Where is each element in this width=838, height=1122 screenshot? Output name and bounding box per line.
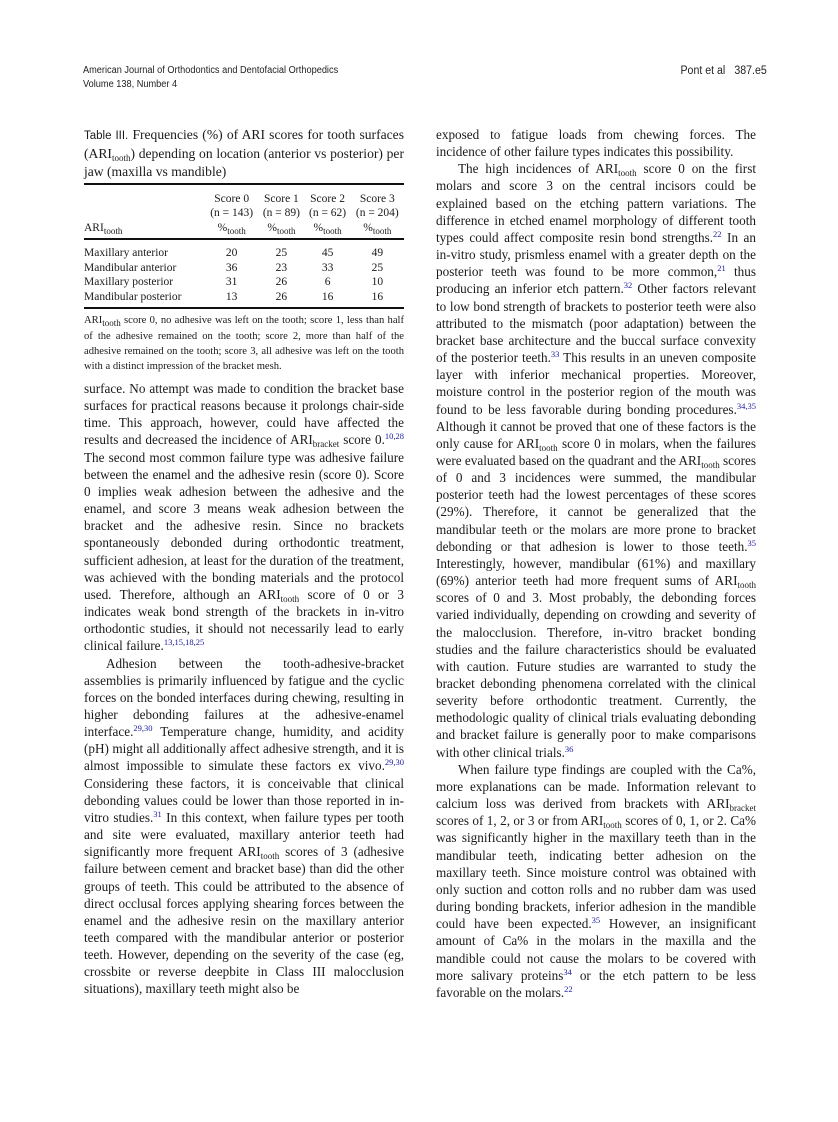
row-header: $ARI_{tooth}$	[84, 221, 205, 240]
col-n-1: (n = 89)	[262, 207, 300, 220]
right-column	[436, 126, 756, 1001]
col-unit-2: $\%_{tooth}$	[304, 221, 350, 240]
journal-title: American Journal of Orthodontics and Dentofacial Orthopedics	[83, 65, 339, 76]
paragraph: surface. No attempt was made to condition the bracket base surfaces for practical reasons because it prolongs chair-side time. This approach, however, could have affected the results and decreased the incidence of $ARI_{bracket}$ score 0.$^{10,28}$ The second most common failure type was adhesive failure between the enamel and the adhesive resin (score 0). Score 0 implies weak adhesion between the adhesive and the enamel, and score 3 means weak adhesion between the bracket and the adhesive resin. Since no brackets spontaneously debonded during orthodontic treatment, sufficient adhesion, at least for the duration of the treatment, was achieved with the bonding materials and the protocol used. Therefore, although an $ARI_{tooth}$ score of 0 or 3 indicates weak bond strength of the brackets in in-vitro orthodontic studies, it should not necessarily lead to early clinical failure.$^{13,15,18,25}$	[84, 381, 404, 654]
paragraph: exposed to fatigue loads from chewing forces. The incidence of other failure types indicates this possibility.	[436, 127, 756, 160]
running-header-left	[83, 64, 338, 92]
running-header-right	[672, 64, 767, 78]
col-unit-1: $\%_{tooth}$	[258, 221, 304, 240]
col-n-2: (n = 62)	[308, 207, 347, 220]
table-footnote: $ARI_{tooth}$ score 0, no adhesive was left on the tooth; score 1, less than half of the adhesive remained on the tooth; score 2, more than half of the adhesive remained on the tooth; score 3, all adhesive was left on the tooth with a distinct impression of the bracket mesh.	[84, 315, 404, 373]
ari-table	[84, 185, 404, 310]
paragraph: The high incidences of $ARI_{tooth}$ score 0 on the first molars and score 3 on the central incisors could be explained based on the etching pattern variations. The difference in etched enamel morphology of different tooth types could affect composite resin bond strengths.$^{22}$ In an in-vitro study, prismless enamel with a greater depth on the posterior teeth was found to be more common,$^{21}$ thus producing an inferior etch pattern.$^{32}$ Other factors relevant to low bond strength of brackets to posterior teeth were also attributed to the mismatch (poor adaptation) between the bracket base architecture and the buccal surface convexity of the posterior teeth.$^{33}$ This results in an uneven composite layer with inferior mechanical properties. Moreover, moisture control in the posterior region of the mouth was found to be less favorable during bonding procedures.$^{34,35}$ Although it cannot be proved that one of these factors is the only cause for $ARI_{tooth}$ score 0 in molars, when the failures were evaluated based on the quadrant and the $ARI_{tooth}$ scores of 0 and 3 incidences were summed, the mandibular posterior teeth had the lowest percentages of these scores (29%). Therefore, it cannot be generalized that the mandibular teeth or the molars are more prone to bracket debonding or that adhesion is lower to those teeth.$^{35}$ Interestingly, however, mandibular (61%) and maxillary (69%) anterior teeth had more frequent sums of $ARI_{tooth}$ scores of 0 and 3. Most probably, the debonding forces varied individually, depending on crowding and severity of the malocclusion. Therefore, in-vitro bracket bonding studies and the failure characteristics should be evaluated with caution. Future studies are warranted to study the bracket debonding phenomena correlated with the clinical severity before orthodontic treatment. Currently, the methodologic quality of clinical trials evaluating debonding and bracket failure is generally poor to make comparisons with other clinical trials.$^{36}$	[436, 161, 757, 760]
col-header-score-1: Score 1	[264, 192, 299, 205]
col-header-score-0: Score 0	[214, 192, 250, 205]
table-caption: Table III. Frequencies (%) of ARI scores for tooth surfaces $(ARI_{tooth})$ depending on location (anterior vs posterior) per jaw (maxilla vs mandible)	[84, 126, 404, 185]
citation[interactable]: 33	[550, 349, 560, 360]
col-header-score-3: Score 3	[359, 192, 395, 205]
table-label: Table III.	[84, 130, 129, 142]
table-row: Maxillary anterior 20 25 45 49	[84, 247, 384, 260]
table-row: Mandibular posterior 13 26 16 16	[84, 290, 404, 309]
table-row: Mandibular anterior 36 23 33 25	[84, 261, 384, 274]
journal-volume: Volume 138, Number 4	[83, 79, 178, 90]
citation[interactable]: 31	[153, 808, 162, 819]
paragraph: When failure type findings are coupled with the Ca%, more explanations can be made. Information relevant to calcium loss was derived from brackets with $ARI_{bracket}$ scores of 1, 2, or 3 or from $ARI_{tooth}$ scores of 0, 1, or 2. Ca% was significantly higher in the maxillary teeth than in the mandibular teeth, indicating better adhesion on the maxillary teeth. Since moisture control was obtained with only suction and cotton rolls and no rubber dam was used during bonding brackets, inferior adhesion in the mandible could have been expected.$^{35}$ However, an insignificant amount of Ca% in the molars in the maxilla and the mandible could not cause the molars to be covered with more salivary proteins$^{34}$ or the etch pattern to be less favorable on the molars.$^{22}$	[436, 761, 757, 1000]
left-column	[84, 126, 404, 375]
citation[interactable]: 29,30	[384, 757, 404, 768]
col-header-score-2: Score 2	[310, 192, 345, 205]
left-column-body	[84, 380, 404, 998]
col-unit-3: $\%_{tooth}$	[351, 221, 404, 240]
citation[interactable]: 36	[564, 743, 574, 754]
citation[interactable]: 32	[623, 280, 633, 291]
citation[interactable]: 10,28	[384, 431, 404, 442]
citation[interactable]: 35	[747, 537, 756, 548]
citation[interactable]: 22	[713, 228, 722, 239]
authors: Pont et al	[680, 65, 726, 77]
table-row: Maxillary posterior 31 26 6 10	[84, 276, 384, 289]
citation[interactable]: 34	[563, 966, 572, 977]
citation[interactable]: 13,15,18,25	[163, 637, 205, 648]
col-n-3: (n = 204)	[355, 207, 399, 220]
col-n-0: (n = 143)	[210, 207, 254, 220]
page-number: 387.e5	[734, 65, 767, 77]
citation[interactable]: 22	[564, 983, 573, 994]
col-unit-0: $\%_{tooth}$	[205, 221, 258, 240]
table-iii	[84, 126, 404, 375]
citation[interactable]: 35	[591, 915, 601, 926]
citation[interactable]: 29,30	[133, 723, 153, 734]
citation[interactable]: 34,35	[736, 400, 756, 411]
citation[interactable]: 21	[717, 263, 726, 274]
paragraph: Adhesion between the tooth-adhesive-bracket assemblies is primarily influenced by fatigue and the cyclic forces on the bonded interfaces during chewing, resulting in higher debonding failures at the adhesive-enamel interface.$^{29,30}$ Temperature change, humidity, and acidity (pH) might all additionally affect adhesive strength, and it is almost impossible to simulate these factors ex vivo.$^{29,30}$ Considering these factors, it is conceivable that clinical debonding values could be lower than those reported in in-vitro studies.$^{31}$ In this context, when failure types per tooth and site were evaluated, maxillary anterior teeth had significantly more frequent $ARI_{tooth}$ scores of 3 (adhesive failure between cement and bracket base) than did the other groups of teeth. This could be attributed to the absence of direct occlusal forces applying shearing forces between the enamel and the adhesive resin on the maxillary anterior teeth compared with the mandibular anterior or posterior teeth. However, depending on the severity of the case (eg, crossbite or reverse deepbite in Class III malocclusion situations), maxillary teeth might also be	[84, 655, 404, 997]
